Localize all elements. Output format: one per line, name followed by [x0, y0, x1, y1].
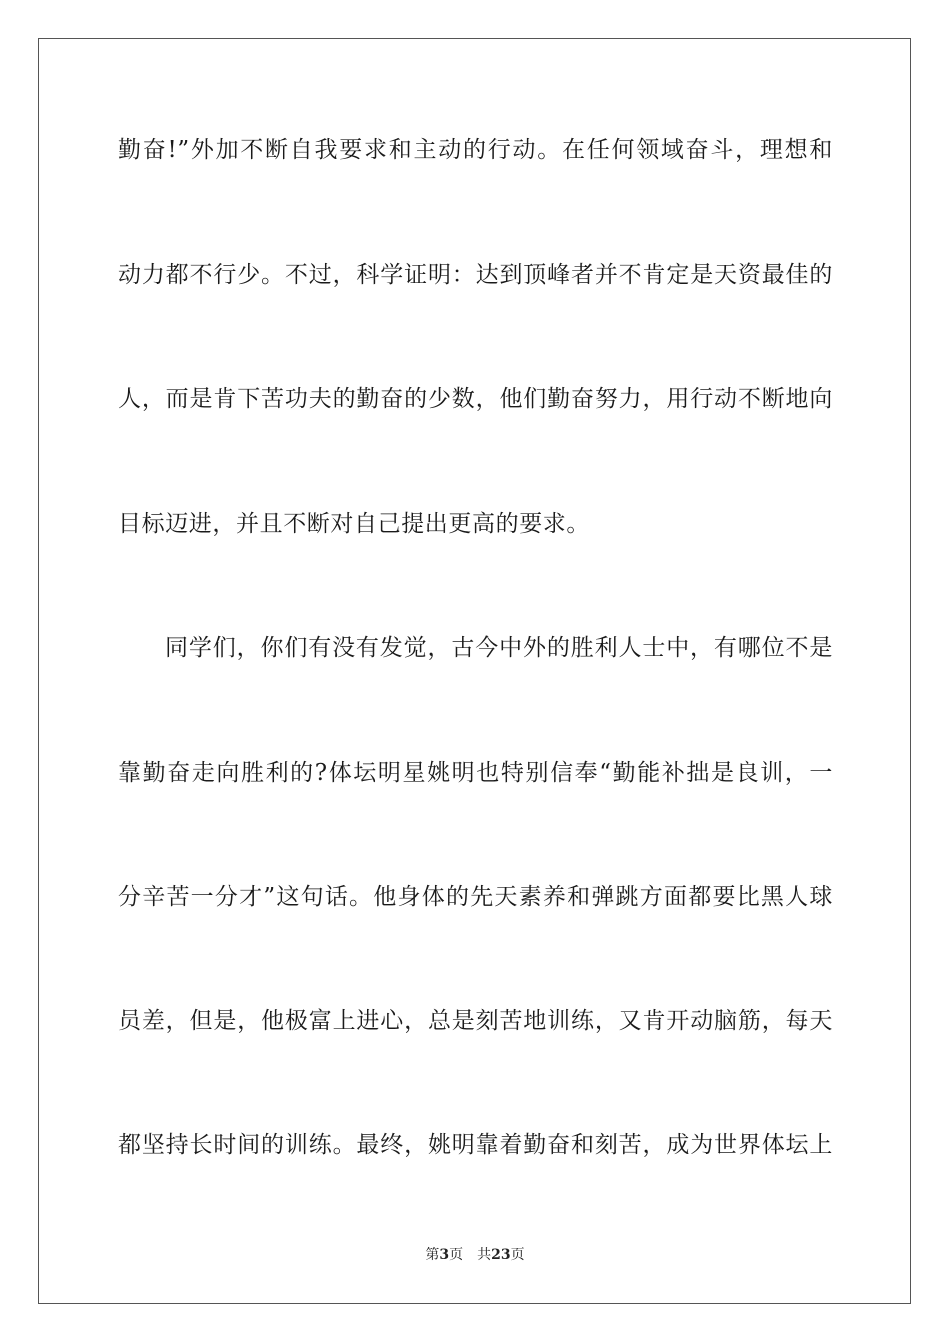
page-prefix: 第: [425, 1247, 440, 1263]
text-line-5: 同学们，你们有没有发觉，古今中外的胜利人士中，有哪位不是: [165, 635, 833, 661]
text-line-9: 都坚持长时间的训练。最终，姚明靠着勤奋和刻苦，成为世界体坛上: [118, 1132, 833, 1158]
page-number: 3: [439, 1247, 450, 1263]
text-line-1: 勤奋!”外加不断自我要求和主动的行动。在任何领域奋斗，理想和: [118, 137, 833, 163]
page-frame: [38, 38, 911, 1304]
text-line-2: 动力都不行少。不过，科学证明：达到顶峰者并不肯定是天资最佳的: [118, 262, 833, 288]
total-prefix: 共: [477, 1247, 492, 1263]
text-line-4: 目标迈进，并且不断对自己提出更高的要求。: [118, 511, 590, 537]
text-line-6: 靠勤奋走向胜利的?体坛明星姚明也特别信奉“勤能补拙是良训，一: [118, 760, 833, 786]
page-footer: [0, 1246, 950, 1264]
text-line-7: 分辛苦一分才”这句话。他身体的先天素养和弹跳方面都要比黑人球: [118, 884, 833, 910]
total-suffix: 页: [510, 1247, 525, 1263]
page-suffix: 页: [449, 1247, 464, 1263]
text-line-8: 员差，但是，他极富上进心，总是刻苦地训练，又肯开动脑筋，每天: [118, 1008, 833, 1034]
total-pages: 23: [491, 1247, 511, 1263]
text-line-3: 人，而是肯下苦功夫的勤奋的少数，他们勤奋努力，用行动不断地向: [118, 386, 833, 412]
